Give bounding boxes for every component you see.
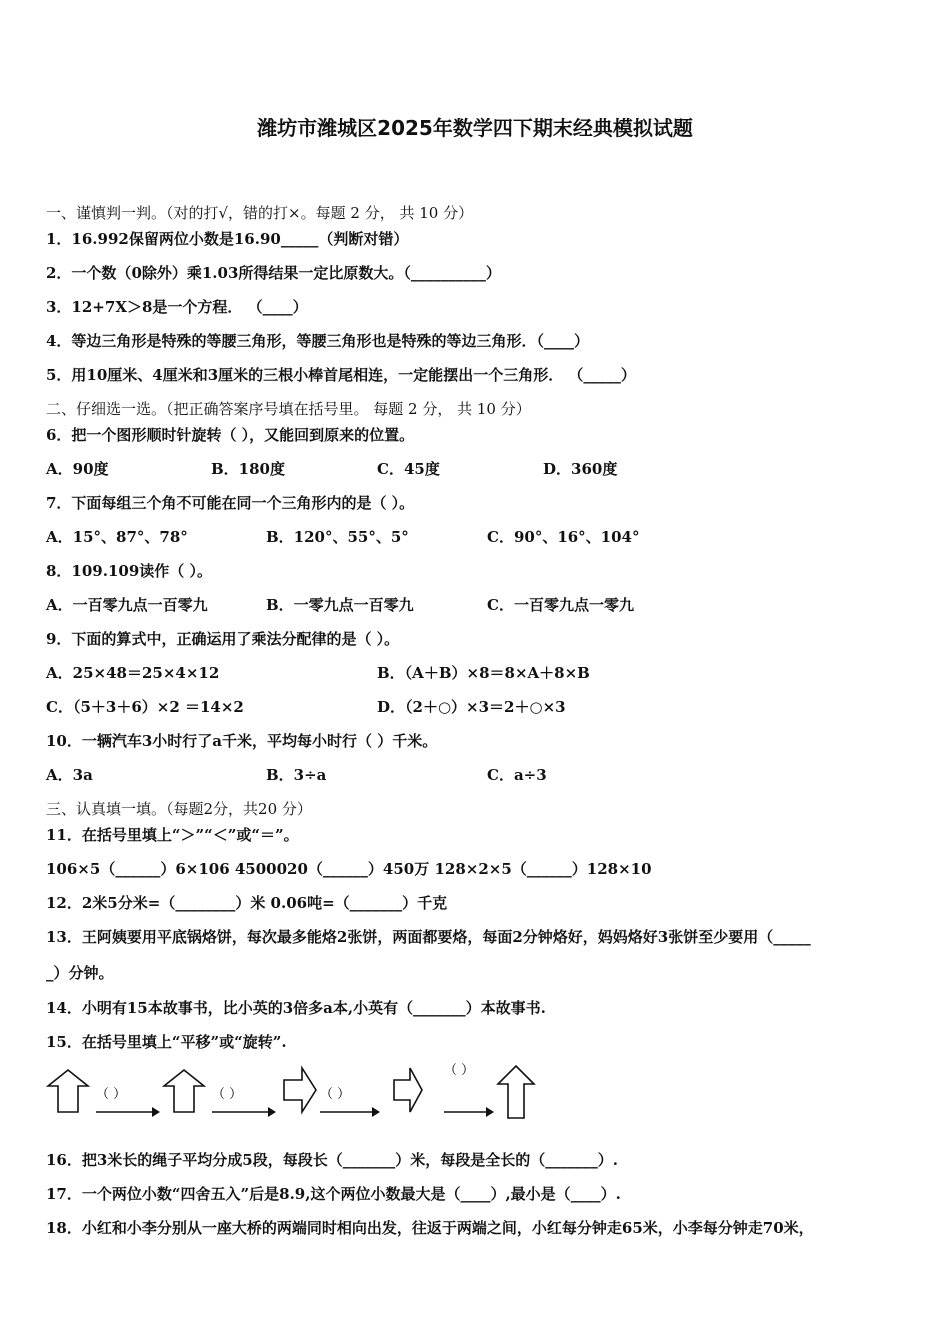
q7-option-c: C．90°、16°、104°: [487, 528, 640, 546]
question-13: 13．王阿姨要用平底锅烙饼，每次最多能烙2张饼，两面都要烙，每面2分钟烙好，妈妈烙好3张饼至少要用（_____: [46, 928, 811, 946]
arrow-shape-1: [48, 1070, 88, 1112]
arrow-shape-5: [498, 1066, 534, 1118]
question-9: 9．下面的算式中，正确运用了乘法分配律的是（ ）。: [46, 630, 400, 648]
q10-option-b: B．3÷a: [266, 766, 327, 784]
q6-option-a: A．90度: [46, 460, 109, 478]
section-1-heading: 一、谨慎判一判。（对的打√，错的打×。每题 2 分， 共 10 分）: [46, 204, 474, 222]
question-12: 12．2米5分米=（________）米 0.06吨=（_______）千克: [46, 894, 448, 912]
q6-option-b: B．180度: [211, 460, 285, 478]
question-5: 5．用10厘米、4厘米和3厘米的三根小棒首尾相连，一定能摆出一个三角形． （_____）: [46, 366, 636, 384]
q7-option-a: A．15°、87°、78°: [46, 528, 188, 546]
q15-blank-2: （ ）: [212, 1087, 243, 1102]
question-15: 15．在括号里填上“平移”或“旋转”.: [46, 1033, 287, 1051]
q15-blank-3: （ ）: [320, 1087, 351, 1102]
q8-option-b: B．一零九点一百零九: [266, 596, 414, 614]
q6-option-d: D．360度: [543, 460, 618, 478]
q8-option-a: A．一百零九点一百零九: [46, 596, 208, 614]
question-10: 10．一辆汽车3小时行了a千米，平均每小时行（ ）千米。: [46, 732, 438, 750]
q15-blank-1: （ ）: [96, 1087, 127, 1102]
question-17: 17．一个两位小数“四舍五入”后是8.9,这个两位小数最大是（____）,最小是（____）.: [46, 1185, 621, 1203]
question-14: 14．小明有15本故事书，比小英的3倍多a本,小英有（_______）本故事书.: [46, 999, 546, 1017]
question-4: 4．等边三角形是特殊的等腰三角形，等腰三角形也是特殊的等边三角形．（____）: [46, 332, 589, 350]
q9-option-a: A．25×48＝25×4×12: [46, 664, 220, 682]
question-18: 18．小红和小李分别从一座大桥的两端同时相向出发，往返于两端之间，小红每分钟走65米，小李每分钟走70米，: [46, 1219, 814, 1237]
question-2: 2．一个数（0除外）乘1.03所得结果一定比原数大。（__________）: [46, 264, 501, 282]
question-8: 8．109.109读作（ ）。: [46, 562, 213, 580]
q15-transform-figure: [46, 1060, 546, 1130]
section-2-heading: 二、仔细选一选。（把正确答案序号填在括号里。 每题 2 分， 共 10 分）: [46, 400, 531, 418]
q9-option-d: D．（2＋○）×3＝2＋○×3: [377, 698, 566, 716]
arrow-shape-3: [284, 1068, 316, 1112]
q15-blank-4: （ ）: [444, 1063, 475, 1078]
question-11: 11．在括号里填上“＞”“＜”或“＝”。: [46, 826, 299, 844]
question-16: 16．把3米长的绳子平均分成5段，每段长（_______）米，每段是全长的（_______）.: [46, 1151, 618, 1169]
arrow-shape-4: [394, 1068, 422, 1112]
q10-option-c: C．a÷3: [487, 766, 547, 784]
q8-option-c: C．一百零九点一零九: [487, 596, 634, 614]
q10-option-a: A．3a: [46, 766, 93, 784]
question-13-continued: _）分钟。: [46, 964, 114, 982]
question-3: 3．12+7X＞8是一个方程． （____）: [46, 298, 308, 316]
q7-option-b: B．120°、55°、5°: [266, 528, 409, 546]
q9-option-b: B．（A＋B）×8＝8×A＋8×B: [377, 664, 590, 682]
question-1: 1．16.992保留两位小数是16.90_____（判断对错）: [46, 230, 409, 248]
question-6: 6．把一个图形顺时针旋转（ ），又能回到原来的位置。: [46, 426, 415, 444]
page-title: 潍坊市潍城区2025年数学四下期末经典模拟试题: [257, 116, 693, 140]
q9-option-c: C．（5＋3＋6）×2 ＝14×2: [46, 698, 244, 716]
section-3-heading: 三、认真填一填。（每题2分，共20 分）: [46, 800, 312, 818]
q6-option-c: C．45度: [377, 460, 440, 478]
question-7: 7．下面每组三个角不可能在同一个三角形内的是（ ）。: [46, 494, 415, 512]
question-11-items: 106×5（______）6×106 4500020（______）450万 128×2×5（______）128×10: [46, 860, 652, 878]
arrow-shape-2: [164, 1070, 204, 1112]
